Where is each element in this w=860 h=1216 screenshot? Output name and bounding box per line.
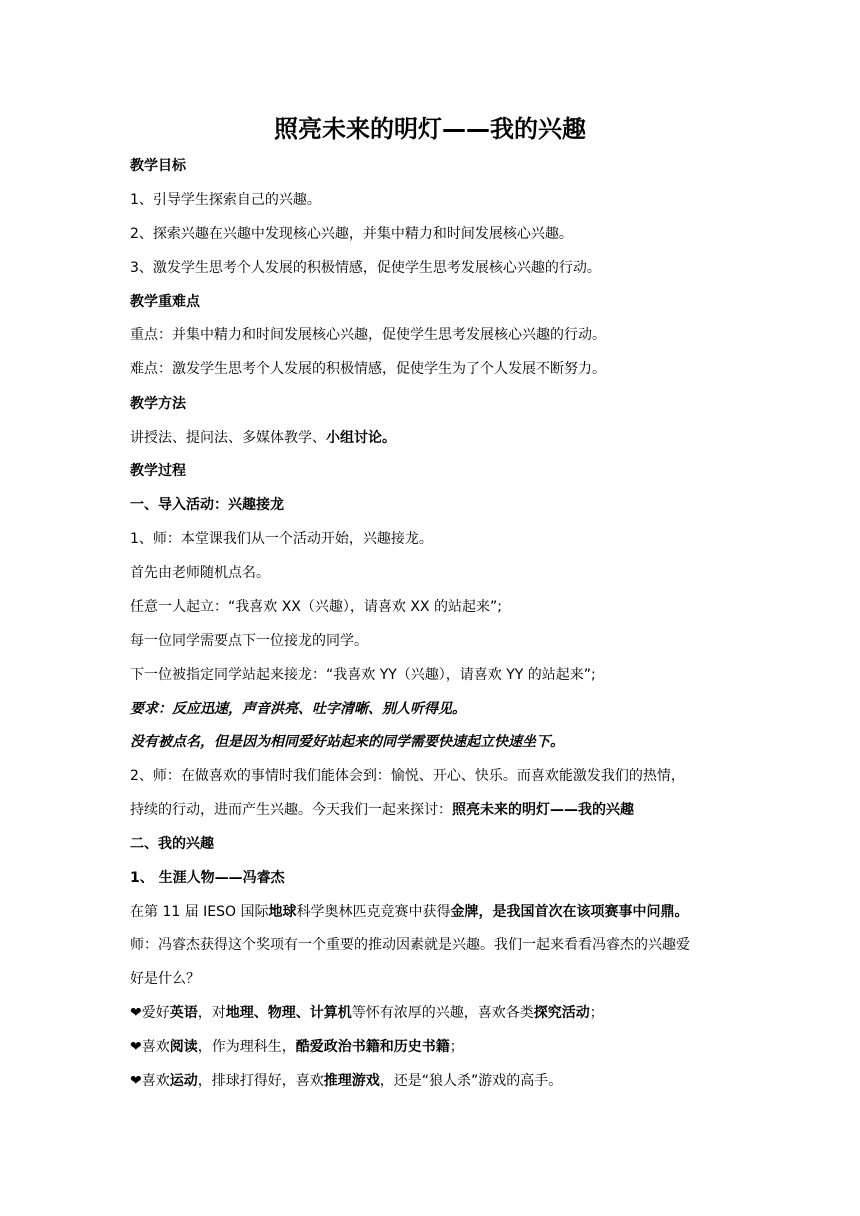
ieso-line: 在第 11 届 IESO 国际地球科学奥林匹克竞赛中获得金牌，是我国首次在该项赛事中问鼎。	[130, 904, 689, 920]
heart-icon: ❤	[130, 1005, 142, 1021]
methods-heading: 教学方法	[130, 396, 186, 412]
p1-line-5: 下一位被指定同学站起来接龙：“我喜欢 YY（兴趣），请喜欢 YY 的站起来”;	[130, 667, 596, 683]
hobby-item-2: ❤喜欢阅读，作为理科生，酷爱政治书籍和历史书籍；	[130, 1039, 464, 1055]
keypoint-text: 重点：并集中精力和时间发展核心兴趣，促使学生思考发展核心兴趣的行动。	[130, 327, 606, 343]
p1-requirement: 要求：反应迅速，声音洪亮、吐字清晰、别人听得见。	[130, 701, 466, 717]
p2-line-1: 2、师：在做喜欢的事情时我们能体会到：愉悦、开心、快乐。而喜欢能激发我们的热情，	[130, 768, 685, 784]
objective-2: 2、探索兴趣在兴趣中发现核心兴趣，并集中精力和时间发展核心兴趣。	[130, 226, 573, 242]
part2-heading: 二、我的兴趣	[130, 836, 214, 852]
objective-1: 1、引导学生探索自己的兴趣。	[130, 192, 321, 208]
p1-line-4: 每一位同学需要点下一位接龙的同学。	[130, 633, 368, 649]
p1-line-2: 首先由老师随机点名。	[130, 565, 270, 581]
p1-line-1: 1、师：本堂课我们从一个活动开始，兴趣接龙。	[130, 531, 433, 547]
heart-icon: ❤	[130, 1039, 142, 1055]
objective-3: 3、激发学生思考个人发展的积极情感，促使学生思考发展核心兴趣的行动。	[130, 260, 601, 276]
teacher-line-1: 师：冯睿杰获得这个奖项有一个重要的推动因素就是兴趣。我们一起来看看冯睿杰的兴趣爱	[130, 937, 690, 953]
document-title: 照亮未来的明灯——我的兴趣	[274, 115, 586, 143]
process-heading: 教学过程	[130, 463, 186, 479]
objectives-heading: 教学目标	[130, 158, 186, 174]
teacher-line-2: 好是什么？	[130, 971, 200, 987]
p2-line-2: 持续的行动，进而产生兴趣。今天我们一起来探讨：照亮未来的明灯——我的兴趣	[130, 802, 634, 818]
hobby-item-1: ❤爱好英语，对地理、物理、计算机等怀有浓厚的兴趣，喜欢各类探究活动；	[130, 1005, 604, 1021]
heart-icon: ❤	[130, 1073, 142, 1089]
hobby-item-3: ❤喜欢运动，排球打得好，喜欢推理游戏，还是“狼人杀”游戏的高手。	[130, 1073, 563, 1089]
methods-text: 讲授法、提问法、多媒体教学、小组讨论。	[130, 430, 396, 446]
sub1-heading: 1、 生涯人物——冯睿杰	[130, 870, 285, 886]
p1-note: 没有被点名，但是因为相同爱好站起来的同学需要快速起立快速坐下。	[130, 734, 564, 750]
difficulty-text: 难点：激发学生思考个人发展的积极情感，促使学生为了个人发展不断努力。	[130, 361, 606, 377]
p1-line-3: 任意一人起立：“我喜欢 XX（兴趣），请喜欢 XX 的站起来”;	[130, 599, 502, 615]
part1-heading: 一、导入活动：兴趣接龙	[130, 497, 284, 513]
keypoints-heading: 教学重难点	[130, 294, 200, 310]
